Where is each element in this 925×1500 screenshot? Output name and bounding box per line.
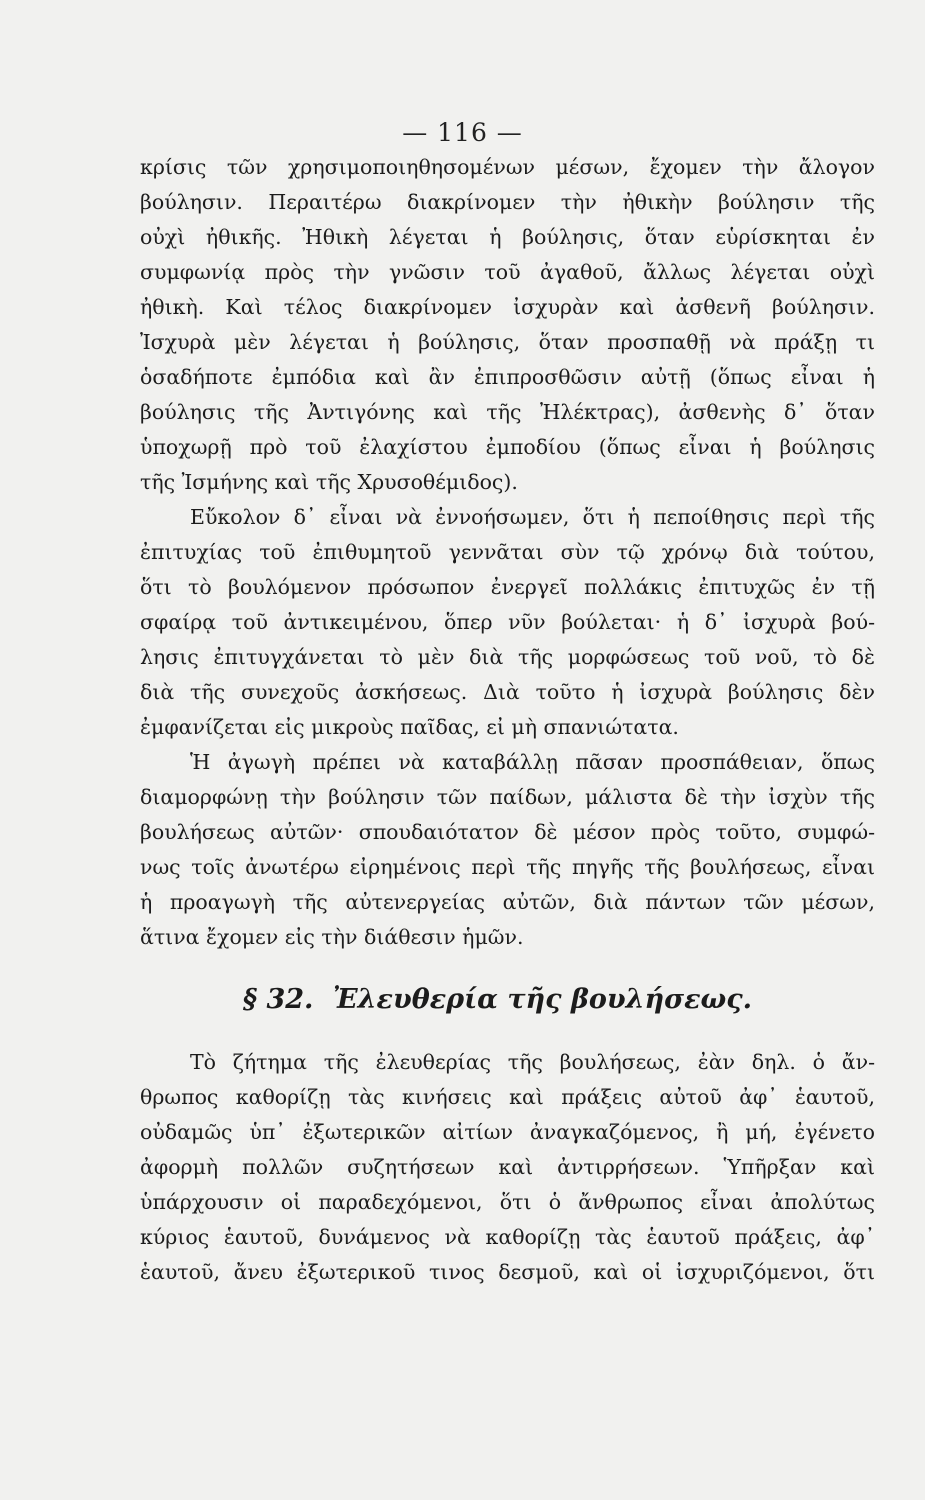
- section-title: Ἐλευθερία τῆς βουλήσεως.: [332, 984, 753, 1015]
- text-line: κύριος ἑαυτοῦ, δυνάμενος νὰ καθορίζῃ τὰς ἑαυτοῦ πράξεις, ἀφ᾽: [140, 1225, 875, 1249]
- text-line: ἀφορμὴ πολλῶν συζητήσεων καὶ ἀντιρρήσεων. Ὑπῆρξαν καὶ: [140, 1155, 875, 1179]
- text-line: οὐδαμῶς ὑπ᾽ ἐξωτερικῶν αἰτίων ἀναγκαζόμενος, ἢ μή, ἐγένετο: [140, 1120, 875, 1144]
- text-body: [140, 150, 875, 1290]
- paragraph-2: [140, 500, 875, 745]
- text-line: τῆς Ἰσμήνης καὶ τῆς Χρυσοθέμιδος).: [140, 470, 518, 494]
- text-line: οὐχὶ ἠθικῆς. Ἠθικὴ λέγεται ἡ βούλησις, ὅταν εὑρίσκηται ἐν: [140, 225, 875, 249]
- text-line: συμφωνίᾳ πρὸς τὴν γνῶσιν τοῦ ἀγαθοῦ, ἄλλως λέγεται οὐχὶ: [140, 260, 875, 284]
- text-line: Τὸ ζήτημα τῆς ἐλευθερίας τῆς βουλήσεως, ἐὰν δηλ. ὁ ἄν-: [190, 1050, 875, 1074]
- text-line: νως τοῖς ἀνωτέρω εἰρημένοις περὶ τῆς πηγῆς τῆς βουλήσεως, εἶναι: [140, 855, 875, 879]
- text-line: ὅτι τὸ βουλόμενον πρόσωπον ἐνεργεῖ πολλάκις ἐπιτυχῶς ἐν τῇ: [140, 575, 875, 599]
- text-line: Εὔκολον δ᾽ εἶναι νὰ ἐννοήσωμεν, ὅτι ἡ πεποίθησις περὶ τῆς: [190, 505, 875, 529]
- text-line: Ἡ ἀγωγὴ πρέπει νὰ καταβάλλῃ πᾶσαν προσπάθειαν, ὅπως: [190, 750, 875, 774]
- text-line: ὑποχωρῇ πρὸ τοῦ ἐλαχίστου ἐμποδίου (ὅπως εἶναι ἡ βούλησις: [140, 435, 875, 459]
- text-line: βούλησιν. Περαιτέρω διακρίνομεν τὴν ἠθικὴν βούλησιν τῆς: [140, 190, 875, 214]
- paragraph-3: [140, 745, 875, 955]
- text-line: βουλήσεως αὐτῶν· σπουδαιότατον δὲ μέσον πρὸς τοῦτο, συμφώ-: [140, 820, 875, 844]
- section-heading: [140, 965, 875, 1035]
- text-line: ἅτινα ἔχομεν εἰς τὴν διάθεσιν ἡμῶν.: [140, 925, 524, 949]
- text-line: διαμορφώνῃ τὴν βούλησιν τῶν παίδων, μάλιστα δὲ τὴν ἰσχὺν τῆς: [140, 785, 875, 809]
- paragraph-4: [140, 1045, 875, 1290]
- paragraph-1: [140, 150, 875, 500]
- text-line: ὁσαδήποτε ἐμπόδια καὶ ἂν ἐπιπροσθῶσιν αὐτῇ (ὅπως εἶναι ἡ: [140, 365, 875, 389]
- text-line: κρίσις τῶν χρησιμοποιηθησομένων μέσων, ἔχομεν τὴν ἄλογον: [140, 155, 875, 179]
- text-line: ἑαυτοῦ, ἄνευ ἐξωτερικοῦ τινος δεσμοῦ, καὶ οἱ ἰσχυριζόμενοι, ὅτι: [140, 1260, 875, 1284]
- page-number: — 116 —: [402, 118, 523, 147]
- text-line: θρωπος καθορίζῃ τὰς κινήσεις καὶ πράξεις αὐτοῦ ἀφ᾽ ἑαυτοῦ,: [140, 1085, 875, 1109]
- text-line: ὑπάρχουσιν οἱ παραδεχόμενοι, ὅτι ὁ ἄνθρωπος εἶναι ἀπολύτως: [140, 1190, 875, 1214]
- text-line: διὰ τῆς συνεχοῦς ἀσκήσεως. Διὰ τοῦτο ἡ ἰσχυρὰ βούλησις δὲν: [140, 680, 875, 704]
- text-line: ἐπιτυχίας τοῦ ἐπιθυμητοῦ γεννᾶται σὺν τῷ χρόνῳ διὰ τούτου,: [140, 540, 875, 564]
- text-line: ἠθικὴ. Καὶ τέλος διακρίνομεν ἰσχυρὰν καὶ ἀσθενῆ βούλησιν.: [140, 295, 875, 319]
- section-number: § 32.: [242, 984, 314, 1015]
- text-line: ἡ προαγωγὴ τῆς αὐτενεργείας αὐτῶν, διὰ πάντων τῶν μέσων,: [140, 890, 875, 914]
- text-line: βούλησις τῆς Ἀντιγόνης καὶ τῆς Ἠλέκτρας), ἀσθενὴς δ᾽ ὅταν: [140, 400, 875, 424]
- text-line: ἐμφανίζεται εἰς μικροὺς παῖδας, εἰ μὴ σπανιώτατα.: [140, 715, 679, 739]
- text-line: λησις ἐπιτυγχάνεται τὸ μὲν διὰ τῆς μορφώσεως τοῦ νοῦ, τὸ δὲ: [140, 645, 875, 669]
- text-line: σφαίρᾳ τοῦ ἀντικειμένου, ὅπερ νῦν βούλεται· ἡ δ᾽ ἰσχυρὰ βού-: [140, 610, 875, 634]
- text-line: Ἰσχυρὰ μὲν λέγεται ἡ βούλησις, ὅταν προσπαθῇ νὰ πράξῃ τι: [140, 330, 875, 354]
